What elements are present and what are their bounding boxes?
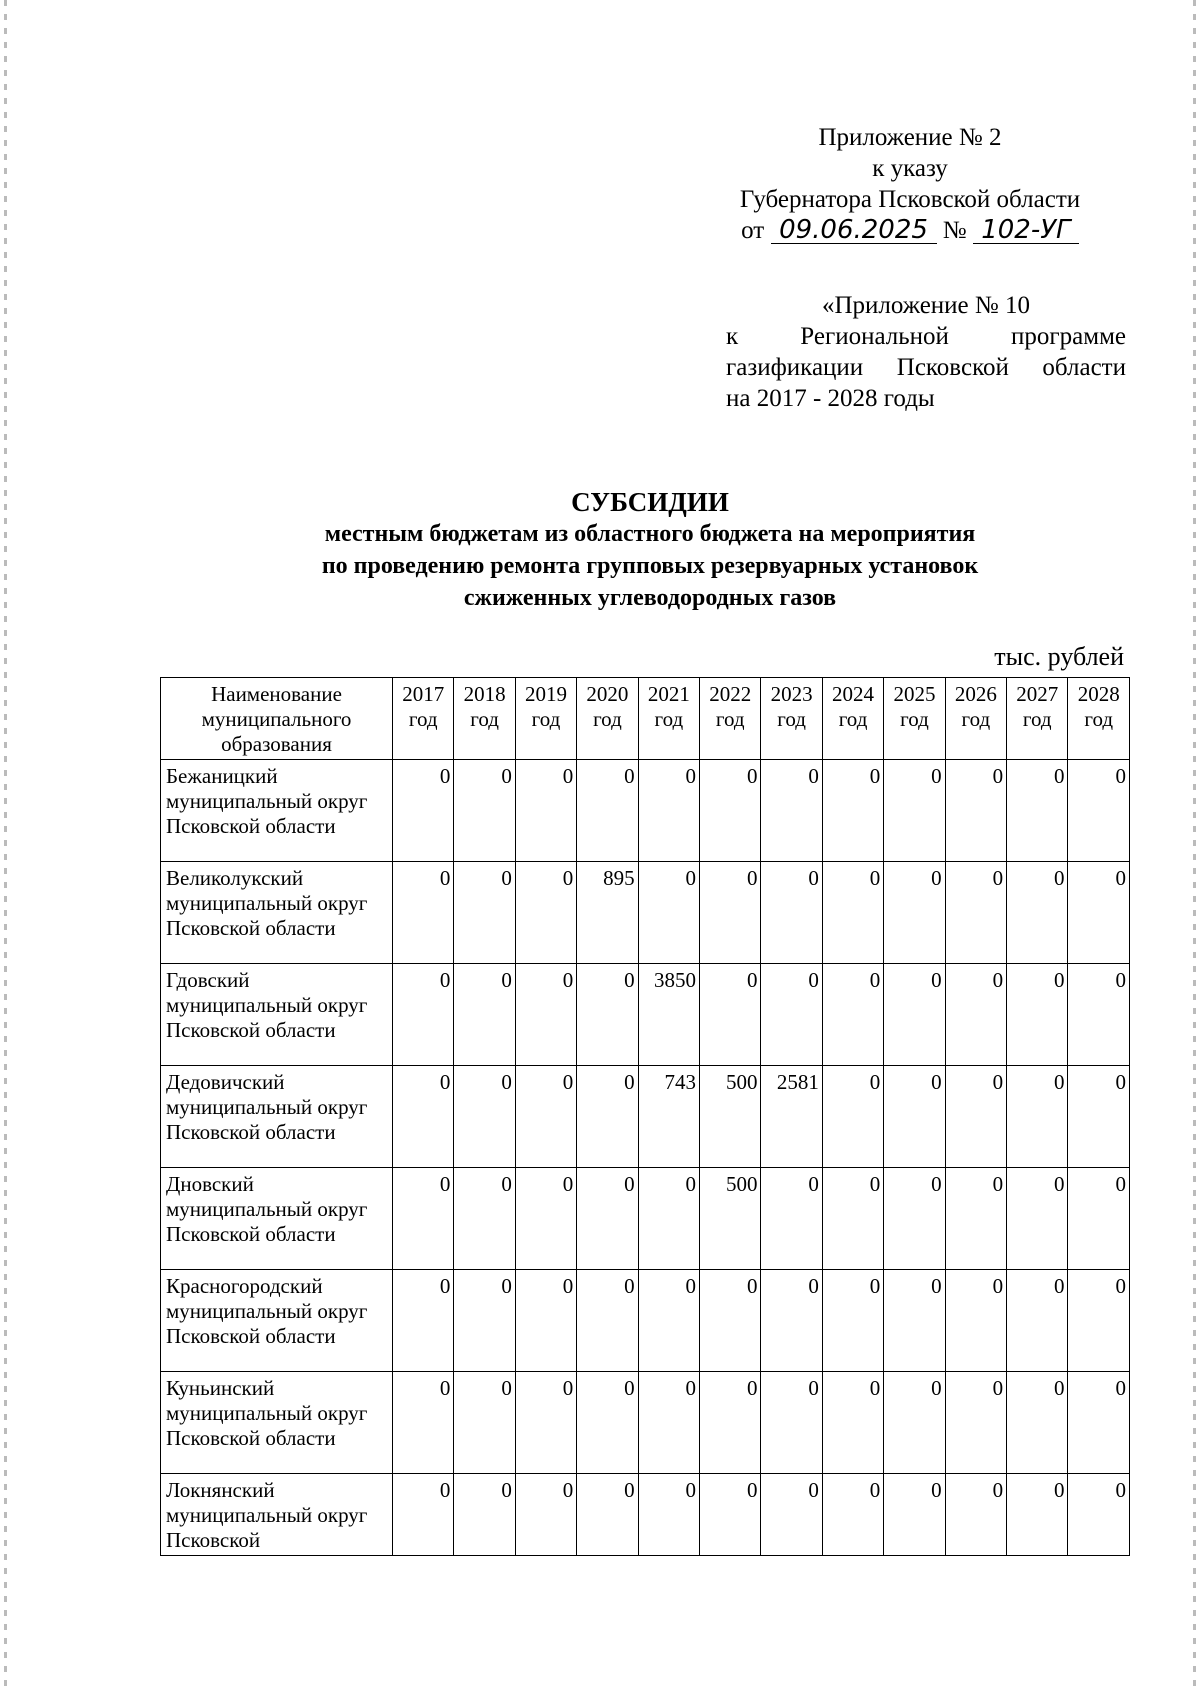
header-year bbox=[515, 678, 576, 760]
row-name: Куньинский муниципальный округ Псковской области bbox=[161, 1372, 393, 1474]
row-value: 0 bbox=[884, 964, 945, 1066]
decree-date: 09.06.2025 bbox=[771, 217, 937, 244]
row-value: 0 bbox=[945, 964, 1006, 1066]
row-value: 0 bbox=[515, 964, 576, 1066]
row-value: 0 bbox=[822, 964, 883, 1066]
table-row bbox=[161, 1270, 1130, 1372]
annex-header bbox=[690, 122, 1130, 246]
row-value: 0 bbox=[945, 862, 1006, 964]
header-year-suffix: год bbox=[1084, 707, 1114, 731]
row-name: Дновский муниципальный округ Псковской области bbox=[161, 1168, 393, 1270]
row-value: 500 bbox=[700, 1066, 761, 1168]
header-year-value: 2018 bbox=[463, 682, 506, 706]
row-value: 0 bbox=[822, 760, 883, 862]
annex10-header bbox=[726, 290, 1126, 414]
header-year-suffix: год bbox=[961, 707, 991, 731]
header-year bbox=[454, 678, 515, 760]
row-value: 0 bbox=[577, 1372, 638, 1474]
row-value: 0 bbox=[1007, 1474, 1068, 1556]
header-year-suffix: год bbox=[715, 707, 745, 731]
row-value: 0 bbox=[454, 1474, 515, 1556]
header-year-suffix: год bbox=[408, 707, 438, 731]
row-value: 0 bbox=[577, 964, 638, 1066]
row-value: 0 bbox=[822, 1168, 883, 1270]
header-year-suffix: год bbox=[654, 707, 684, 731]
annex10-line1-mid: Региональной bbox=[800, 323, 949, 350]
subsidies-table bbox=[160, 677, 1130, 1556]
title-line1: местным бюджетам из областного бюджета на мероприятия bbox=[324, 521, 976, 547]
row-value: 0 bbox=[761, 862, 822, 964]
row-value: 0 bbox=[822, 1270, 883, 1372]
row-name: Дедовичский муниципальный округ Псковской области bbox=[161, 1066, 393, 1168]
row-name: Гдовский муниципальный округ Псковской области bbox=[161, 964, 393, 1066]
row-value: 0 bbox=[577, 1066, 638, 1168]
row-value: 0 bbox=[454, 1372, 515, 1474]
row-value: 0 bbox=[393, 1372, 454, 1474]
row-value: 0 bbox=[700, 1270, 761, 1372]
row-value: 0 bbox=[1007, 1372, 1068, 1474]
annex10-line3: на 2017 - 2028 годы bbox=[726, 385, 935, 412]
row-value: 0 bbox=[945, 1474, 1006, 1556]
header-year-value: 2026 bbox=[954, 682, 997, 706]
row-value: 0 bbox=[822, 1372, 883, 1474]
header-year bbox=[822, 678, 883, 760]
row-value: 0 bbox=[638, 1372, 699, 1474]
annex10-line2: газификации Псковской области bbox=[726, 354, 1126, 381]
header-year-value: 2027 bbox=[1016, 682, 1059, 706]
row-value: 0 bbox=[761, 1474, 822, 1556]
row-value: 2581 bbox=[761, 1066, 822, 1168]
row-value: 0 bbox=[761, 1168, 822, 1270]
row-value: 0 bbox=[884, 1474, 945, 1556]
table-row bbox=[161, 760, 1130, 862]
table-row bbox=[161, 1474, 1130, 1556]
row-value: 0 bbox=[454, 1066, 515, 1168]
annex-issuer: Губернатора Псковской области bbox=[739, 186, 1081, 213]
document-title bbox=[150, 486, 1150, 614]
row-value: 0 bbox=[393, 760, 454, 862]
row-name: Бежаницкий муниципальный округ Псковской области bbox=[161, 760, 393, 862]
row-name: Локнянский муниципальный округ Псковской bbox=[161, 1474, 393, 1556]
row-value: 0 bbox=[638, 1474, 699, 1556]
row-value: 0 bbox=[515, 1168, 576, 1270]
table-row bbox=[161, 1372, 1130, 1474]
row-value: 0 bbox=[393, 1270, 454, 1372]
header-year-suffix: год bbox=[838, 707, 868, 731]
header-name: Наименование муниципального образования bbox=[161, 678, 393, 760]
header-year bbox=[393, 678, 454, 760]
table-row bbox=[161, 1066, 1130, 1168]
row-value: 0 bbox=[761, 1372, 822, 1474]
row-value: 0 bbox=[1007, 964, 1068, 1066]
row-value: 0 bbox=[515, 1474, 576, 1556]
row-value: 0 bbox=[454, 1270, 515, 1372]
row-value: 0 bbox=[945, 1270, 1006, 1372]
row-value: 0 bbox=[454, 964, 515, 1066]
row-value: 895 bbox=[577, 862, 638, 964]
row-value: 0 bbox=[1068, 1474, 1130, 1556]
header-year bbox=[577, 678, 638, 760]
annex10-line1-right: программе bbox=[1011, 323, 1127, 350]
row-value: 0 bbox=[1068, 964, 1130, 1066]
header-year bbox=[1007, 678, 1068, 760]
row-value: 0 bbox=[454, 760, 515, 862]
row-value: 0 bbox=[822, 1066, 883, 1168]
title-line3: сжиженных углеводородных газов bbox=[463, 585, 837, 611]
row-value: 0 bbox=[515, 862, 576, 964]
header-year-suffix: год bbox=[900, 707, 929, 731]
row-value: 0 bbox=[761, 964, 822, 1066]
row-value: 0 bbox=[1068, 862, 1130, 964]
row-value: 0 bbox=[638, 760, 699, 862]
header-year bbox=[761, 678, 822, 760]
row-value: 0 bbox=[393, 862, 454, 964]
row-value: 0 bbox=[1068, 760, 1130, 862]
row-value: 0 bbox=[393, 1066, 454, 1168]
row-value: 0 bbox=[577, 1270, 638, 1372]
row-value: 0 bbox=[1068, 1066, 1130, 1168]
table-body bbox=[161, 760, 1130, 1556]
row-value: 0 bbox=[1007, 1066, 1068, 1168]
row-value: 0 bbox=[945, 1168, 1006, 1270]
row-value: 0 bbox=[1007, 862, 1068, 964]
header-year-suffix: год bbox=[593, 707, 622, 731]
row-value: 0 bbox=[884, 1372, 945, 1474]
row-value: 0 bbox=[1068, 1372, 1130, 1474]
row-value: 0 bbox=[761, 760, 822, 862]
header-year bbox=[884, 678, 945, 760]
header-year-value: 2020 bbox=[586, 682, 629, 706]
row-value: 0 bbox=[638, 1270, 699, 1372]
title-main: СУБСИДИИ bbox=[571, 487, 729, 517]
row-value: 0 bbox=[577, 1168, 638, 1270]
row-value: 0 bbox=[761, 1270, 822, 1372]
number-prefix: № bbox=[942, 217, 967, 244]
header-year-suffix: год bbox=[470, 707, 499, 731]
row-value: 0 bbox=[884, 1168, 945, 1270]
unit-label: тыс. рублей bbox=[994, 642, 1124, 671]
table-row bbox=[161, 862, 1130, 964]
row-value: 0 bbox=[700, 862, 761, 964]
row-value: 0 bbox=[1068, 1168, 1130, 1270]
row-value: 0 bbox=[577, 760, 638, 862]
row-value: 0 bbox=[884, 760, 945, 862]
table-header-row bbox=[161, 678, 1130, 760]
scan-edge-left bbox=[4, 0, 7, 1686]
row-value: 0 bbox=[454, 862, 515, 964]
header-year bbox=[700, 678, 761, 760]
row-value: 0 bbox=[884, 1270, 945, 1372]
row-value: 0 bbox=[822, 1474, 883, 1556]
row-value: 0 bbox=[393, 1168, 454, 1270]
row-value: 0 bbox=[1007, 1270, 1068, 1372]
table-row bbox=[161, 964, 1130, 1066]
row-value: 0 bbox=[577, 1474, 638, 1556]
annex10-title: «Приложение № 10 bbox=[821, 292, 1031, 319]
row-value: 3850 bbox=[638, 964, 699, 1066]
row-value: 0 bbox=[884, 862, 945, 964]
row-value: 0 bbox=[945, 1372, 1006, 1474]
row-value: 0 bbox=[454, 1168, 515, 1270]
row-value: 0 bbox=[393, 1474, 454, 1556]
annex10-line1 bbox=[726, 321, 1126, 352]
row-value: 743 bbox=[638, 1066, 699, 1168]
annex-to-decree: к указу bbox=[872, 155, 948, 182]
row-value: 0 bbox=[1068, 1270, 1130, 1372]
table-row bbox=[161, 1168, 1130, 1270]
row-name: Красногородский муниципальный округ Псковской области bbox=[161, 1270, 393, 1372]
date-prefix: от bbox=[741, 217, 765, 244]
header-year-value: 2019 bbox=[525, 682, 568, 706]
header-year-value: 2017 bbox=[402, 682, 445, 706]
header-year-value: 2028 bbox=[1077, 682, 1120, 706]
annex-number: Приложение № 2 bbox=[818, 124, 1002, 151]
row-name: Великолукский муниципальный округ Псковской области bbox=[161, 862, 393, 964]
header-year-value: 2023 bbox=[770, 682, 813, 706]
row-value: 0 bbox=[700, 964, 761, 1066]
title-line2: по проведению ремонта групповых резервуарных установок bbox=[321, 553, 979, 579]
row-value: 0 bbox=[1007, 760, 1068, 862]
row-value: 0 bbox=[945, 760, 1006, 862]
header-year-value: 2022 bbox=[709, 682, 752, 706]
header-year-suffix: год bbox=[1022, 707, 1052, 731]
row-value: 500 bbox=[700, 1168, 761, 1270]
header-year bbox=[945, 678, 1006, 760]
header-year-suffix: год bbox=[777, 707, 806, 731]
row-value: 0 bbox=[700, 1372, 761, 1474]
header-year-value: 2021 bbox=[647, 682, 690, 706]
row-value: 0 bbox=[700, 760, 761, 862]
header-year bbox=[638, 678, 699, 760]
row-value: 0 bbox=[945, 1066, 1006, 1168]
row-value: 0 bbox=[700, 1474, 761, 1556]
header-year-suffix: год bbox=[531, 707, 561, 731]
row-value: 0 bbox=[393, 964, 454, 1066]
decree-number: 102-УГ bbox=[973, 217, 1079, 244]
row-value: 0 bbox=[515, 1270, 576, 1372]
annex10-line1-left: к bbox=[726, 323, 739, 350]
row-value: 0 bbox=[638, 1168, 699, 1270]
row-value: 0 bbox=[822, 862, 883, 964]
header-year bbox=[1068, 678, 1130, 760]
row-value: 0 bbox=[638, 862, 699, 964]
header-year-value: 2025 bbox=[893, 682, 936, 706]
decree-date-line bbox=[690, 215, 1130, 246]
row-value: 0 bbox=[884, 1066, 945, 1168]
scan-edge-right bbox=[1193, 0, 1196, 1686]
row-value: 0 bbox=[515, 1066, 576, 1168]
row-value: 0 bbox=[515, 760, 576, 862]
row-value: 0 bbox=[1007, 1168, 1068, 1270]
row-value: 0 bbox=[515, 1372, 576, 1474]
header-year-value: 2024 bbox=[832, 682, 875, 706]
